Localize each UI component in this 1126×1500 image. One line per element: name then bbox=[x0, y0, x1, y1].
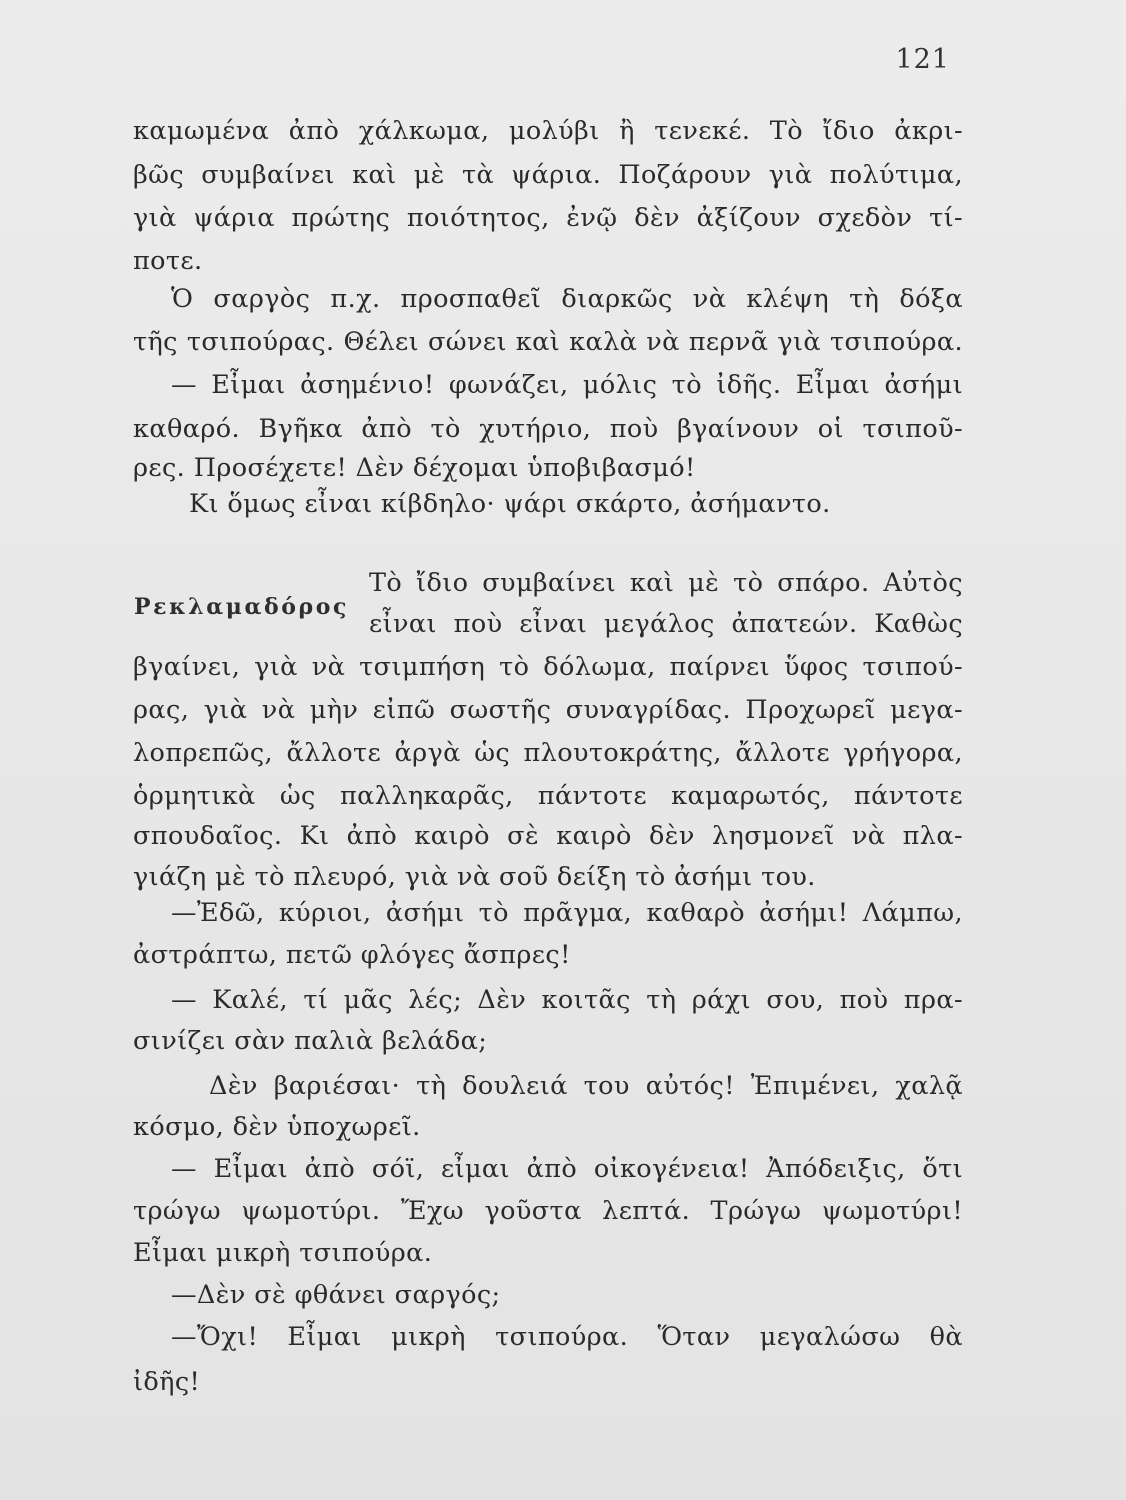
text-line: σπουδαῖος. Κι ἀπὸ καιρὸ σὲ καιρὸ δὲν λησμονεῖ νὰ πλα- bbox=[133, 821, 963, 851]
text-line: Κι ὅμως εἶναι κίβδηλο· ψάρι σκάρτο, ἀσήμαντο. bbox=[189, 489, 831, 519]
text-line: Εἶμαι μικρὴ τσιπούρα. bbox=[133, 1238, 433, 1268]
text-line: καθαρό. Βγῆκα ἀπὸ τὸ χυτήριο, ποὺ βγαίνουν οἱ τσιποῦ- bbox=[133, 414, 963, 444]
text-line: γιάζη μὲ τὸ πλευρό, γιὰ νὰ σοῦ δείξη τὸ ἀσήμι του. bbox=[133, 862, 816, 892]
margin-note: Ρεκλαμαδόρος bbox=[134, 594, 350, 620]
text-line: κόσμο, δὲν ὑποχωρεῖ. bbox=[133, 1112, 421, 1142]
text-line: — Καλέ, τί μᾶς λές; Δὲν κοιτᾶς τὴ ράχι σου, ποὺ πρα- bbox=[171, 985, 963, 1015]
text-line: — Εἶμαι ἀσημένιο! φωνάζει, μόλις τὸ ἰδῆς. Εἶμαι ἀσήμι bbox=[171, 370, 963, 400]
text-line: —Ὄχι! Εἶμαι μικρὴ τσιπούρα. Ὅταν μεγαλώσω θὰ bbox=[171, 1322, 963, 1352]
text-line: γιὰ ψάρια πρώτης ποιότητος, ἐνῷ δὲν ἀξίζουν σχεδὸν τί- bbox=[133, 203, 963, 233]
text-line: τῆς τσιπούρας. Θέλει σώνει καὶ καλὰ νὰ περνᾶ γιὰ τσιπούρα. bbox=[133, 327, 963, 357]
text-line: ἰδῆς! bbox=[133, 1367, 201, 1397]
text-line: ἀστράπτω, πετῶ φλόγες ἄσπρες! bbox=[133, 940, 571, 970]
text-line: σινίζει σὰν παλιὰ βελάδα; bbox=[133, 1026, 488, 1056]
page-number: 121 bbox=[895, 44, 950, 75]
text-line: τρώγω ψωμοτύρι. Ἔχω γοῦστα λεπτά. Τρώγω ψωμοτύρι! bbox=[133, 1196, 963, 1226]
text-line: Δὲν βαριέσαι· τὴ δουλειά του αὐτός! Ἐπιμένει, χαλᾷ bbox=[209, 1071, 963, 1101]
text-line: —Ἐδῶ, κύριοι, ἀσήμι τὸ πρᾶγμα, καθαρὸ ἀσήμι! Λάμπω, bbox=[171, 898, 963, 928]
text-line: ποτε. bbox=[133, 246, 203, 276]
text-line: —Δὲν σὲ φθάνει σαργός; bbox=[171, 1280, 501, 1310]
text-line: βῶς συμβαίνει καὶ μὲ τὰ ψάρια. Ποζάρουν γιὰ πολύτιμα, bbox=[133, 160, 963, 190]
text-line: ρας, γιὰ νὰ μὴν εἰπῶ σωστῆς συναγρίδας. Προχωρεῖ μεγα- bbox=[133, 695, 963, 725]
text-line: ρες. Προσέχετε! Δὲν δέχομαι ὑποβιβασμό! bbox=[133, 453, 696, 483]
text-line: Τὸ ἴδιο συμβαίνει καὶ μὲ τὸ σπάρο. Αὐτὸς bbox=[369, 568, 963, 598]
text-line: καμωμένα ἀπὸ χάλκωμα, μολύβι ἢ τενεκέ. Τὸ ἴδιο ἀκρι- bbox=[133, 116, 963, 146]
text-line: — Εἶμαι ἀπὸ σόϊ, εἶμαι ἀπὸ οἰκογένεια! Ἀπόδειξις, ὅτι bbox=[171, 1154, 963, 1184]
text-line: εἶναι ποὺ εἶναι μεγάλος ἀπατεών. Καθὼς bbox=[369, 609, 963, 639]
text-line: ὁρμητικὰ ὡς παλληκαρᾶς, πάντοτε καμαρωτός, πάντοτε bbox=[133, 781, 963, 811]
text-line: Ὁ σαργὸς π.χ. προσπαθεῖ διαρκῶς νὰ κλέψη τὴ δόξα bbox=[171, 284, 963, 314]
text-line: βγαίνει, γιὰ νὰ τσιμπήση τὸ δόλωμα, παίρνει ὕφος τσιπού- bbox=[133, 652, 963, 682]
text-line: λοπρεπῶς, ἄλλοτε ἀργὰ ὡς πλουτοκράτης, ἄλλοτε γρήγορα, bbox=[133, 738, 963, 768]
